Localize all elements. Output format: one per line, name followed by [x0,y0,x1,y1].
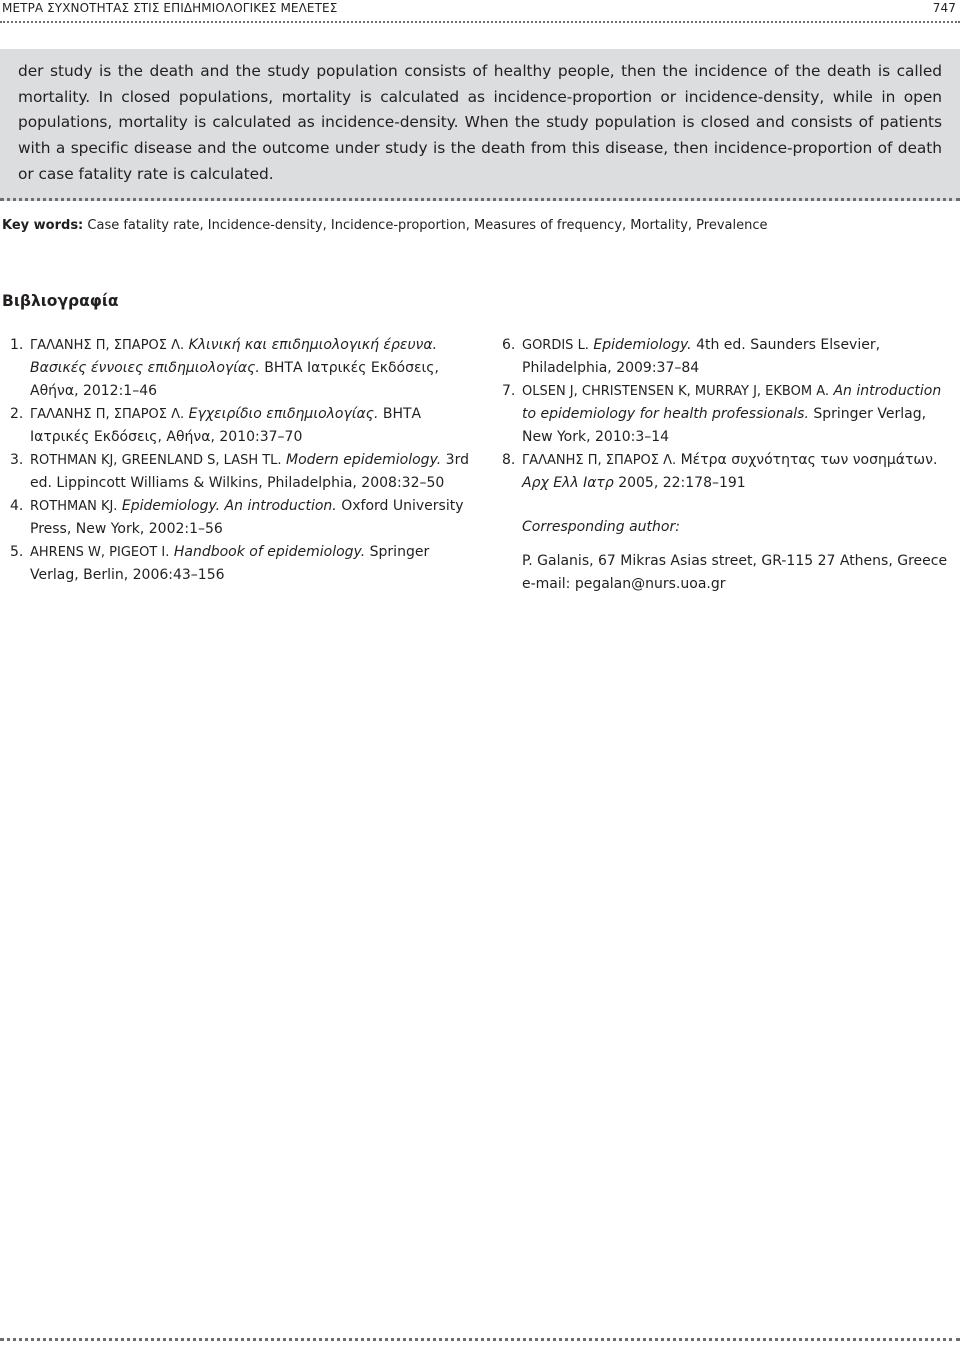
references-column-right [502,334,957,495]
keywords-label: Key words: [2,218,84,233]
corresponding-author-address: P. Galanis, 67 Mikras Asias street, GR-115 27 Athens, Greece [522,553,948,569]
keywords [2,216,952,236]
reference-details: 2005, 22:178–191 [618,475,746,491]
abstract-box [0,49,960,201]
reference-details: Springer Verlag, Berlin, 2006:43–156 [30,544,430,583]
reference-authors: GORDIS L. [522,338,589,353]
reference-details: ΒΗΤΑ Ιατρικές Εκδόσεις, Αθήνα, 2010:37–70 [30,406,422,445]
reference-item [10,495,480,541]
reference-item [502,334,957,380]
reference-title: Handbook of epidemiology. [173,544,366,560]
reference-details: ΒΗΤΑ Ιατρικές Εκδόσεις, Αθήνα, 2012:1–46 [30,360,439,399]
reference-number: 3. [10,452,24,468]
reference-number: 2. [10,406,24,422]
reference-authors: ΓΑΛΑΝΗΣ Π, ΣΠΑΡΟΣ Λ. [30,338,185,353]
page-number: 747 [932,1,956,15]
reference-details: 3rd ed. Lippincott Williams & Wilkins, Philadelphia, 2008:32–50 [30,452,469,491]
running-head-title: ΜΕΤΡΑ ΣΥΧΝΟΤΗΤΑΣ ΣΤΙΣ ΕΠΙΔΗΜΙΟΛΟΓΙΚΕΣ ΜΕΛΕΤΕΣ [2,1,338,15]
reference-journal: Αρχ Ελλ Ιατρ [522,475,614,491]
reference-details: Oxford University Press, New York, 2002:1–56 [30,498,464,537]
reference-number: 4. [10,498,24,514]
reference-title: Κλινική και επιδημιολογική έρευνα. Βασικές έννοιες επιδημιολογίας. [30,337,438,376]
reference-authors: ΓΑΛΑΝΗΣ Π, ΣΠΑΡΟΣ Λ. [522,453,677,468]
corresponding-author-email: e-mail: pegalan@nurs.uoa.gr [522,576,726,592]
bottom-dotted-rule [0,1338,960,1341]
reference-number: 1. [10,337,24,353]
keywords-text: Case fatality rate, Incidence-density, Incidence-proportion, Measures of frequency, Mortality, Prevalence [87,218,768,233]
reference-authors: AHRENS W, PIGEOT I. [30,545,170,560]
reference-item [502,380,957,449]
references-heading: Βιβλιογραφία [2,292,119,310]
reference-authors: ΓΑΛΑΝΗΣ Π, ΣΠΑΡΟΣ Λ. [30,407,185,422]
corresponding-author-block [522,550,947,596]
references-column-left [10,334,480,587]
reference-number: 5. [10,544,24,560]
reference-authors: ROTHMAN KJ, GREENLAND S, LASH TL. [30,453,282,468]
reference-title: Εγχειρίδιο επιδημιολογίας. [188,406,379,422]
reference-item [10,449,480,495]
running-head [0,0,960,23]
abstract-text: der study is the death and the study population consists of healthy people, then the incidence of the death is called mortality. In closed populations, mortality is calculated as incidence-proportion or incidence-density, while in open populations, mortality is calculated as incidence-density. When the study population is closed and consists of patients with a specific disease and the outcome under study is the death from this disease, then incidence-proportion of death or case fatality rate is calculated. [18,62,942,183]
reference-number: 8. [502,452,516,468]
reference-title: Epidemiology. An introduction. [121,498,337,514]
reference-item [10,403,480,449]
reference-authors: OLSEN J, CHRISTENSEN K, MURRAY J, EKBOM A. [522,384,829,399]
reference-title: Μέτρα συχνότητας των νοσημάτων. [680,452,938,468]
corresponding-author-label: Corresponding author: [522,519,680,535]
reference-item [10,334,480,403]
reference-details: 4th ed. Saunders Elsevier, Philadelphia, 2009:37–84 [522,337,881,376]
reference-title: An introduction to epidemiology for health professionals. [522,383,942,422]
reference-item [10,541,480,587]
reference-number: 6. [502,337,516,353]
reference-number: 7. [502,383,516,399]
reference-authors: ROTHMAN KJ. [30,499,118,514]
reference-details: Springer Verlag, New York, 2010:3–14 [522,406,927,445]
reference-title: Modern epidemiology. [286,452,442,468]
reference-item [502,449,957,495]
reference-title: Epidemiology. [593,337,692,353]
